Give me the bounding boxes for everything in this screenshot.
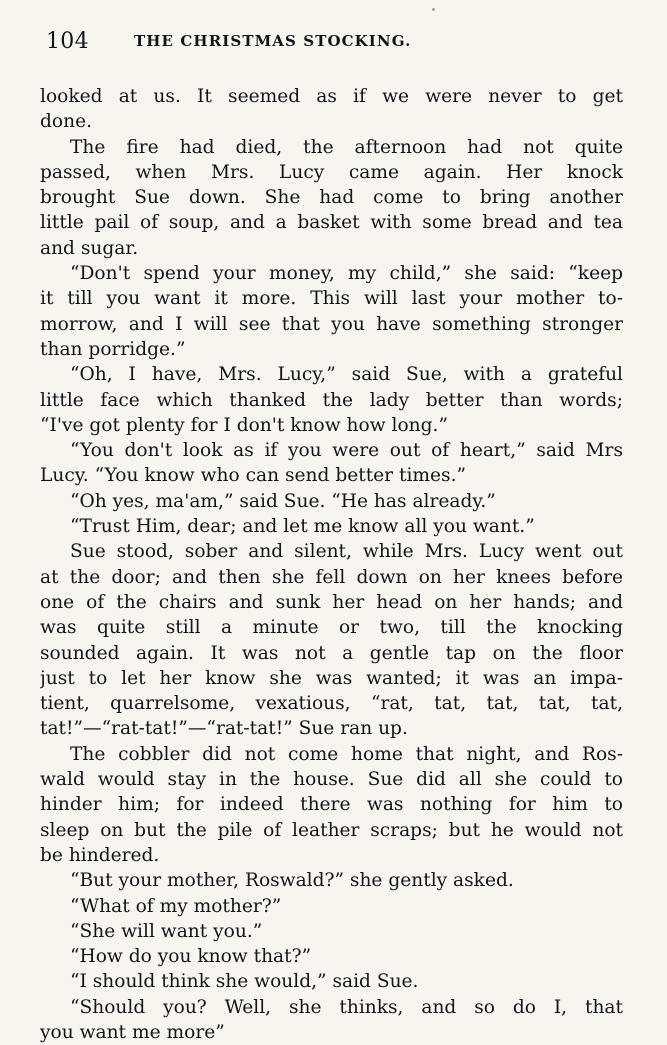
body-text xyxy=(40,84,623,1045)
text-line: be hindered. xyxy=(40,844,160,866)
text-line: Lucy. “You know who can send better times.” xyxy=(40,465,466,487)
text-line: “Oh yes, ma'am,” said Sue. “He has already.” xyxy=(70,490,496,512)
text-line: done. xyxy=(40,111,92,133)
text-line: “Don't spend your money, my child,” she said: “keep xyxy=(70,263,623,285)
text-line: The fire had died, the afternoon had not quite xyxy=(70,136,623,158)
text-line: “I should think she would,” said Sue. xyxy=(70,971,419,993)
page-number: 104 xyxy=(46,28,89,54)
text-line: you want me more” xyxy=(40,1021,225,1043)
text-line: “What of my mother?” xyxy=(70,895,282,917)
text-line: just to let her know she was wanted; it was an impa- xyxy=(40,667,623,689)
text-line: one of the chairs and sunk her head on her hands; and xyxy=(40,591,623,613)
text-line: “But your mother, Roswald?” she gently asked. xyxy=(70,870,514,892)
text-line: tat!”—“rat-tat!”—“rat-tat!” Sue ran up. xyxy=(40,718,408,740)
text-line: hinder him; for indeed there was nothing for him to xyxy=(40,794,623,816)
text-line: it till you want it more. This will last your mother to- xyxy=(40,288,623,310)
text-line: little pail of soup, and a basket with some bread and tea xyxy=(40,212,623,234)
text-line: sleep on but the pile of leather scraps; but he would not xyxy=(40,819,623,841)
text-line: morrow, and I will see that you have something stronger xyxy=(40,313,623,335)
text-line: than porridge.” xyxy=(40,338,186,360)
print-speck xyxy=(432,8,435,11)
text-line: “I've got plenty for I don't know how long.” xyxy=(40,414,448,436)
text-line: passed, when Mrs. Lucy came again. Her knock xyxy=(40,161,623,183)
text-line: brought Sue down. She had come to bring another xyxy=(40,187,623,209)
text-line: sounded again. It was not a gentle tap on the floor xyxy=(40,642,623,664)
text-line: “Should you? Well, she thinks, and so do I, that xyxy=(70,996,623,1018)
text-line: tient, quarrelsome, vexatious, “rat, tat, tat, tat, tat, xyxy=(40,693,623,715)
text-line: and sugar. xyxy=(40,237,139,259)
running-head xyxy=(46,24,623,58)
text-line: “Trust Him, dear; and let me know all you want.” xyxy=(70,516,535,538)
running-title: THE CHRISTMAS STOCKING. xyxy=(134,32,412,50)
text-line: Sue stood, sober and silent, while Mrs. Lucy went out xyxy=(70,541,623,563)
text-line: wald would stay in the house. Sue did all she could to xyxy=(40,769,623,791)
text-line: was quite still a minute or two, till the knocking xyxy=(40,617,623,639)
text-line: “She will want you.” xyxy=(70,920,263,942)
text-line: “You don't look as if you were out of heart,” said Mrs xyxy=(70,440,623,462)
text-line: little face which thanked the lady better than words; xyxy=(40,389,623,411)
text-line: “How do you know that?” xyxy=(70,946,312,968)
text-line: looked at us. It seemed as if we were never to get xyxy=(40,86,623,107)
text-line: The cobbler did not come home that night, and Ros- xyxy=(70,743,623,765)
text-line: at the door; and then she fell down on her knees before xyxy=(40,566,623,588)
text-line: “Oh, I have, Mrs. Lucy,” said Sue, with a grateful xyxy=(70,364,623,386)
